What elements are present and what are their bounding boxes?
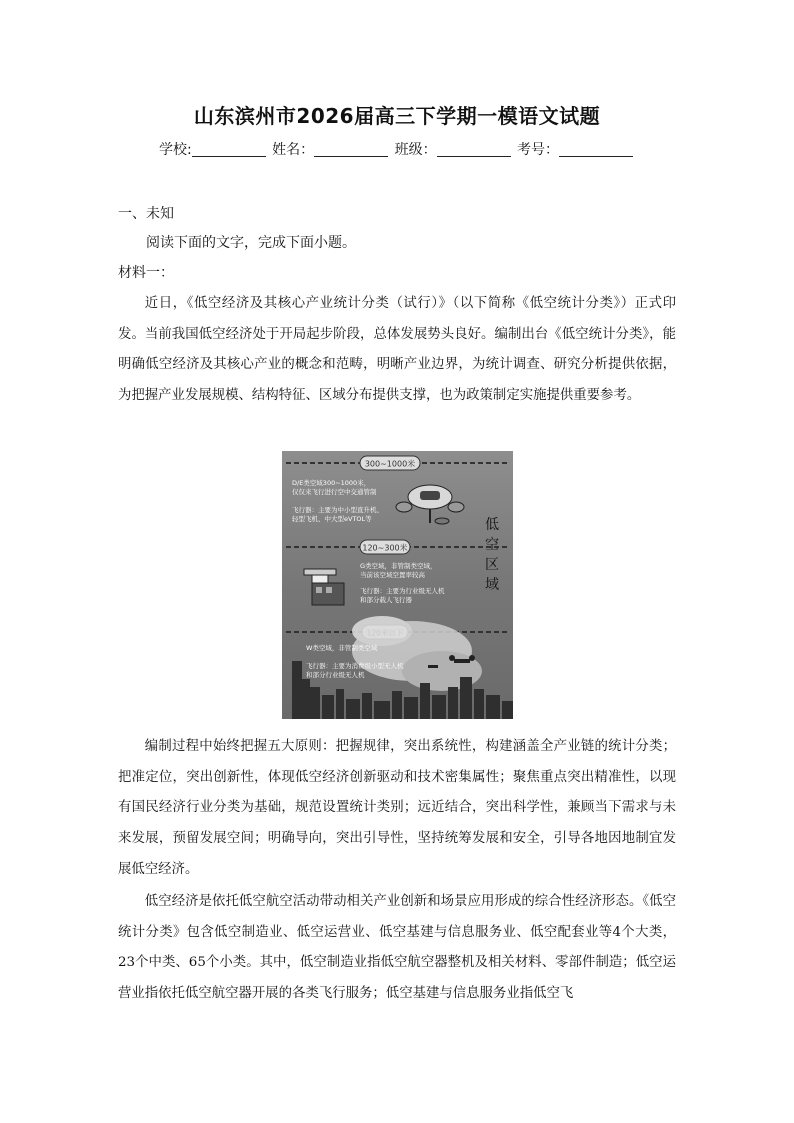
paragraph-3: 低空经济是依托低空航空活动带动相关产业创新和场景应用形成的综合性经济形态。《低空统计分类》包含低空制造业、低空运营业、低空基建与信息服务业、低空配套业等4个大类，23个中类、65个小类。其中，低空制造业指低空航空器整机及相关材料、零部件制造；低空运营业指依托低空航空器开展的各类飞行服务；低空基建与信息服务业指低空飞: [118, 894, 676, 1002]
name-label: 姓名：: [272, 142, 315, 158]
svg-text:区: 区: [485, 557, 499, 573]
exam-number-blank[interactable]: [559, 142, 633, 157]
section-heading: 一、未知: [118, 206, 174, 222]
name-blank[interactable]: [314, 142, 388, 157]
svg-text:空: 空: [485, 537, 499, 553]
svg-text:低: 低: [485, 517, 499, 533]
zone2-line1: G类空域，非管制类空域，: [360, 562, 437, 570]
exam-title: 山东滨州市2026届高三下学期一模语文试题: [193, 104, 601, 128]
zone3-line3: 和部分行业级无人机: [306, 671, 365, 679]
svg-text:300~1000米: 300~1000米: [364, 459, 416, 469]
zone3-line1: W类空域，非管制类空域: [306, 644, 378, 652]
reading-instruction: 阅读下面的文字，完成下面小题。: [146, 235, 356, 251]
student-info-line: [0, 139, 794, 159]
exam-number-label: 考号：: [517, 142, 560, 158]
svg-text:120~300米: 120~300米: [362, 543, 408, 553]
paragraph-1: 近日，《低空经济及其核心产业统计分类（试行）》（以下简称《低空统计分类》）正式印发。当前我国低空经济处于开局起步阶段，总体发展势头良好。编制出台《低空统计分类》，能明确低空经济及其核心产业的概念和范畴，明晰产业边界，为统计调查、研究分析提供依据，为把握产业发展规模、结构特征、区域分布提供支撑，也为政策制定实施提供重要参考。: [118, 296, 676, 404]
class-label: 班级：: [394, 142, 437, 158]
zone1-line2: 仅仅来飞行进行空中交通管制: [292, 488, 377, 496]
band-tag-2: [360, 540, 410, 554]
low-altitude-airspace-figure: [282, 451, 513, 719]
zone2-line3: 飞行器：主要为行业级无人机: [360, 587, 445, 595]
zone1-line4: 轻型飞机、中大型eVTOL等: [292, 515, 372, 523]
class-blank[interactable]: [437, 142, 511, 157]
school-label: 学校:: [158, 142, 192, 158]
paragraph-2: 编制过程中始终把握五大原则：把握规律，突出系统性，构建涵盖全产业链的统计分类；把准定位，突出创新性，体现低空经济创新驱动和技术密集属性；聚焦重点突出精准性，以现有国民经济行业分类为基础，规范设置统计类别；远近结合，突出科学性，兼顾当下需求与未来发展，预留发展空间；明确导向，突出引导性，坚持统筹发展和安全，引导各地因地制宜发展低空经济。: [118, 739, 676, 877]
zone1-line1: D/E类空域300~1000米，: [292, 479, 371, 487]
school-blank[interactable]: [192, 142, 266, 157]
zone1-line3: 飞行器：主要为中小型直升机、: [292, 506, 383, 514]
zone2-line4: 和部分载人飞行器: [360, 596, 412, 604]
svg-text:域: 域: [485, 577, 499, 593]
material-label: 材料一：: [118, 265, 174, 281]
band-tag-1: [360, 456, 420, 470]
zone3-line2: 飞行器：主要为消费级小型无人机: [306, 662, 404, 670]
zone2-line2: 当前该空域空置率较高: [360, 571, 425, 579]
